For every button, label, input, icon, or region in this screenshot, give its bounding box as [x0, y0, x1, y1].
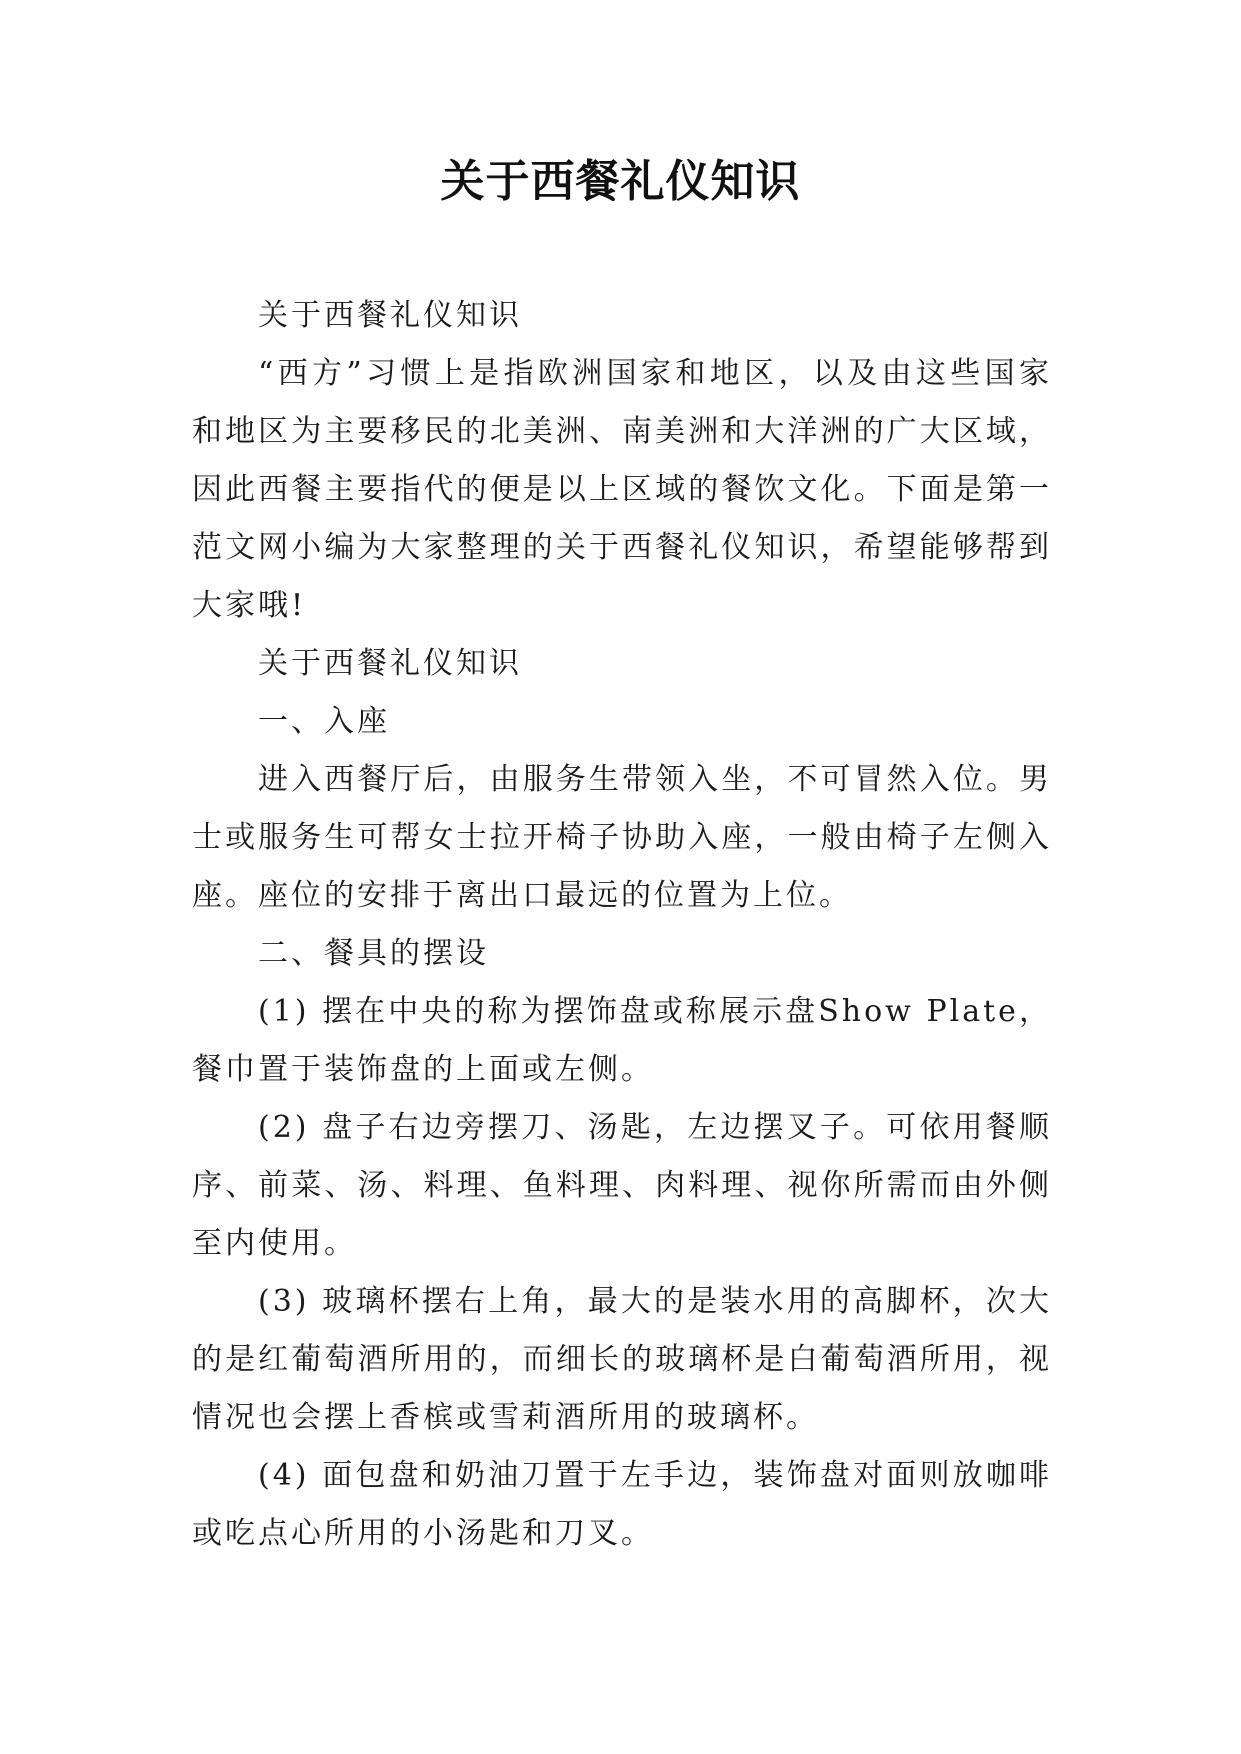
paragraph-tableware-2: (2) 盘子右边旁摆刀、汤匙，左边摆叉子。可依用餐顺序、前菜、汤、料理、鱼料理、肉料理、视你所需而由外侧至内使用。: [192, 1110, 1052, 1261]
paragraph-tableware-3: (3) 玻璃杯摆右上角，最大的是装水用的高脚杯，次大的是红葡萄酒所用的，而细长的玻璃杯是白葡萄酒所用，视情况也会摆上香槟或雪莉酒所用的玻璃杯。: [192, 1284, 1052, 1435]
paragraph-tableware-4: (4) 面包盘和奶油刀置于左手边，装饰盘对面则放咖啡或吃点心所用的小汤匙和刀叉。: [192, 1458, 1052, 1551]
paragraph-heading-seating: 一、入座: [258, 704, 390, 739]
paragraph-seating: 进入西餐厅后，由服务生带领入坐，不可冒然入位。男士或服务生可帮女士拉开椅子协助入座，一般由椅子左侧入座。座位的安排于离出口最远的位置为上位。: [192, 762, 1052, 913]
paragraph-subtitle: 关于西餐礼仪知识: [258, 298, 522, 333]
document-body: [192, 287, 1052, 1563]
paragraph-section-heading: 关于西餐礼仪知识: [258, 646, 522, 681]
paragraph-intro: “西方”习惯上是指欧洲国家和地区，以及由这些国家和地区为主要移民的北美洲、南美洲和大洋洲的广大区域，因此西餐主要指代的便是以上区域的餐饮文化。下面是第一范文网小编为大家整理的关于西餐礼仪知识，希望能够帮到大家哦!: [192, 356, 1052, 623]
document-title: 关于西餐礼仪知识: [440, 156, 801, 207]
paragraph-tableware-1: (1) 摆在中央的称为摆饰盘或称展示盘Show Plate，餐巾置于装饰盘的上面或左侧。: [192, 994, 1052, 1087]
paragraph-heading-tableware: 二、餐具的摆设: [258, 936, 489, 971]
